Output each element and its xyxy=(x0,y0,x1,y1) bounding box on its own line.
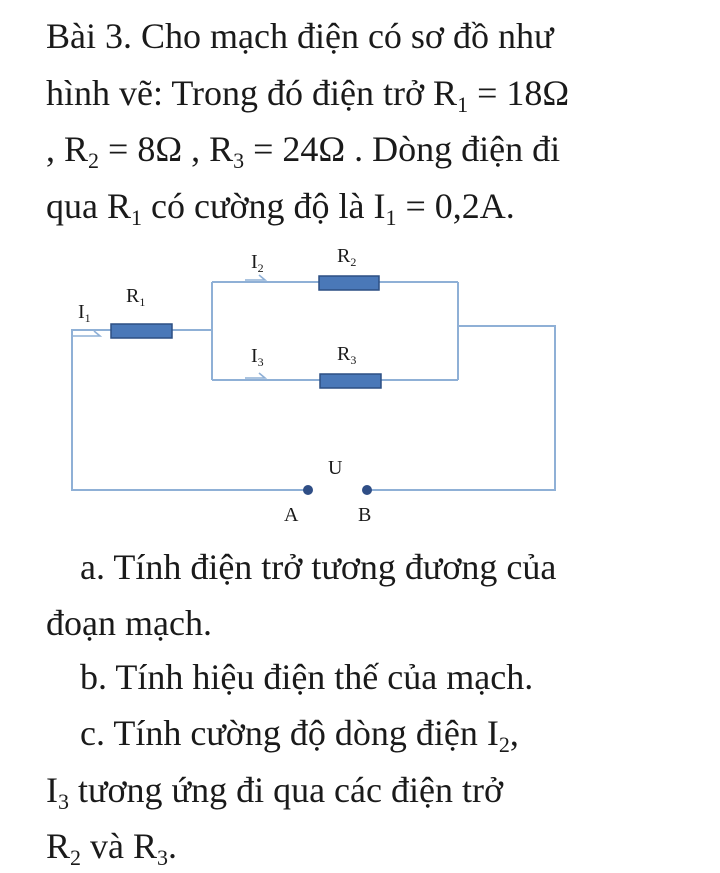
label-r3: $R_3$ xyxy=(337,343,357,367)
question-c-line-3 xyxy=(46,826,178,870)
problem-text: = 0,2A. xyxy=(396,186,515,226)
subscript: 2 xyxy=(498,732,510,757)
label-i2: $I_2$ xyxy=(251,251,264,275)
problem-text: có cường độ là I xyxy=(142,186,386,226)
terminal-b xyxy=(362,485,372,495)
problem-line-3 xyxy=(46,129,561,173)
question-text: b. Tính hiệu điện thế của mạch. xyxy=(80,657,534,697)
arrow-i2 xyxy=(245,275,265,280)
resistor-r3 xyxy=(320,374,381,388)
question-text: . xyxy=(168,826,178,866)
question-text: R xyxy=(46,826,71,866)
problem-text: , R xyxy=(46,129,89,169)
arrow-i3 xyxy=(245,373,265,378)
question-text: và R xyxy=(81,826,158,866)
question-c-line-2 xyxy=(46,770,503,814)
question-text: , xyxy=(509,713,519,753)
question-c-line-1 xyxy=(80,713,519,757)
resistor-r2 xyxy=(319,276,379,290)
terminal-a xyxy=(303,485,313,495)
question-a-line-2 xyxy=(46,603,212,643)
wire-left-loop xyxy=(72,330,310,490)
label-b: B xyxy=(358,504,372,526)
problem-line-2 xyxy=(46,73,570,117)
question-text: đoạn mạch. xyxy=(46,603,212,643)
question-b-line-1 xyxy=(80,657,533,697)
subscript: 2 xyxy=(70,845,82,870)
problem-line-1 xyxy=(46,16,553,56)
subscript: 1 xyxy=(457,92,469,117)
problem-text: = 18Ω xyxy=(468,73,570,113)
label-a: A xyxy=(284,504,299,526)
label-u: U xyxy=(328,457,343,479)
subscript: 1 xyxy=(131,205,142,230)
label-r2: $R_2$ xyxy=(337,245,357,269)
subscript: 3 xyxy=(58,789,69,814)
subscript: 2 xyxy=(88,148,100,173)
resistor-r1 xyxy=(111,324,172,338)
question-text: tương ứng đi qua các điện trở xyxy=(69,770,503,810)
arrow-i1 xyxy=(72,331,100,336)
label-r1: $R_1$ xyxy=(126,285,146,309)
question-text: c. Tính cường độ dòng điện I xyxy=(80,713,499,753)
problem-text: Bài 3. Cho mạch điện có sơ đồ như xyxy=(46,16,554,56)
problem-text: qua R xyxy=(46,186,131,226)
question-a-line-1 xyxy=(80,547,556,587)
label-i3: $I_3$ xyxy=(251,345,264,369)
problem-line-4 xyxy=(46,186,515,230)
problem-text: = 24Ω . Dòng điện đi xyxy=(244,129,561,169)
label-i1: $I_1$ xyxy=(78,301,91,325)
subscript: 3 xyxy=(233,148,245,173)
wire-right-loop xyxy=(366,326,555,490)
subscript: 3 xyxy=(157,845,169,870)
problem-text: = 8Ω , R xyxy=(99,129,234,169)
question-text: I xyxy=(46,770,58,810)
subscript: 1 xyxy=(385,205,397,230)
circuit-diagram xyxy=(60,240,570,530)
problem-text: hình vẽ: Trong đó điện trở R xyxy=(46,73,458,113)
question-text: a. Tính điện trở tương đương của xyxy=(80,547,557,587)
